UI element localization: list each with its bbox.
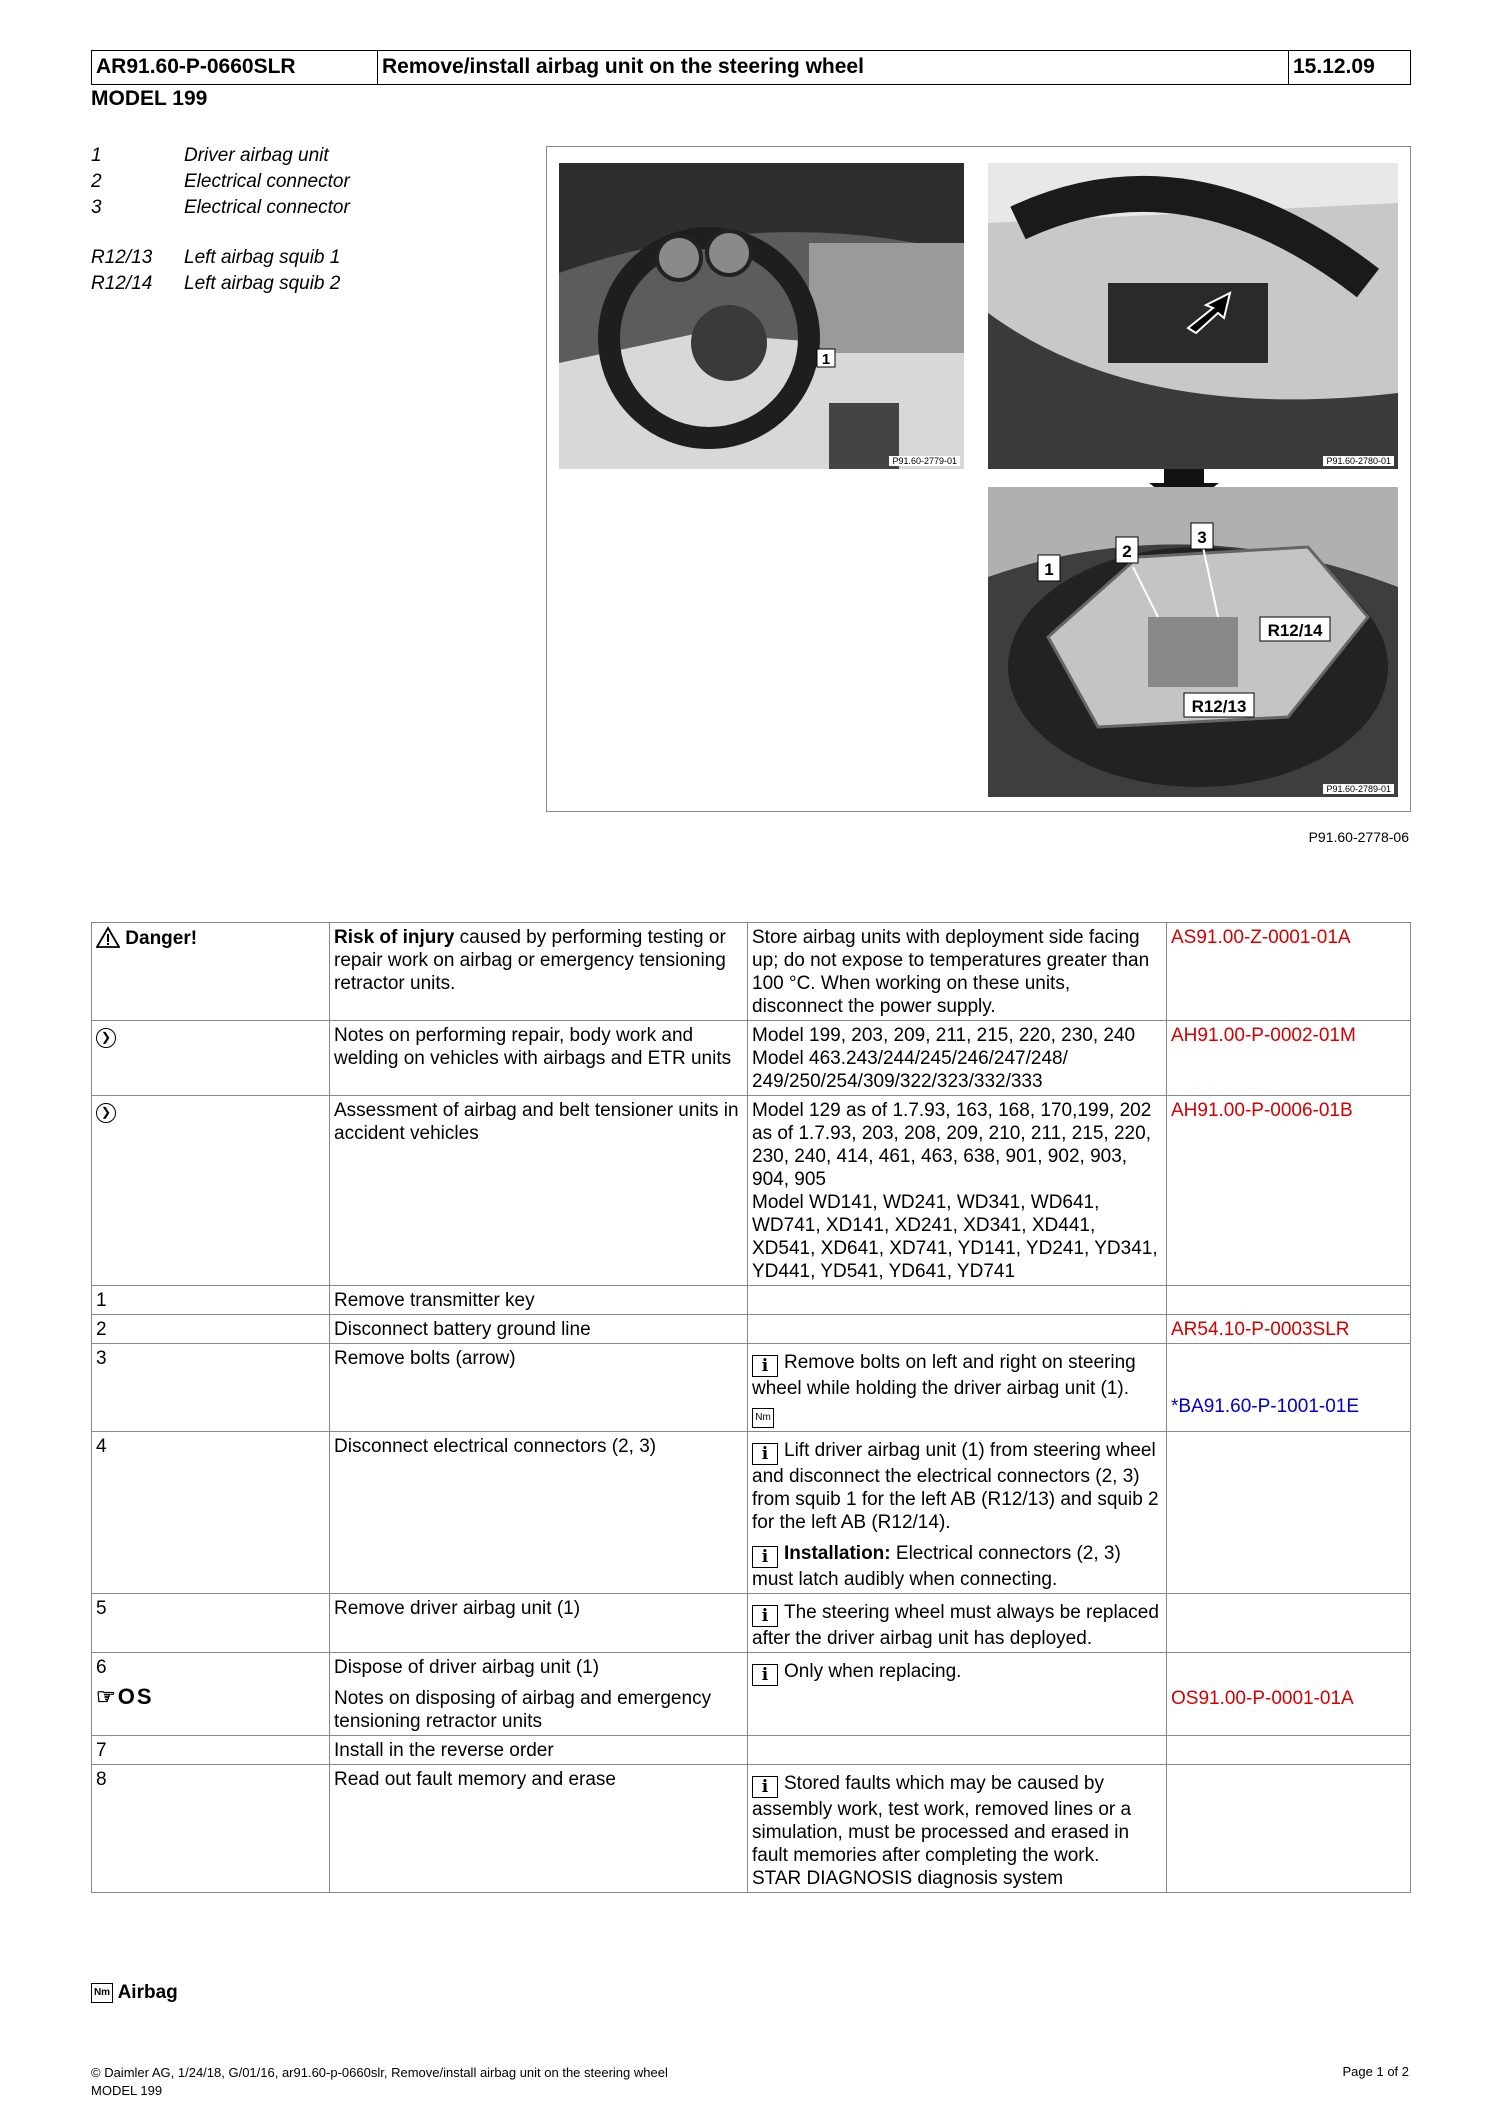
note-text: caused by performing testing or repair work on airbag or emergency tensioning retractor units.: [334, 927, 726, 994]
step-number: 8: [92, 1765, 330, 1893]
callout-label: 3: [1197, 528, 1207, 547]
pointing-hand-icon: ☞: [96, 1684, 118, 1709]
document-header: [91, 50, 1411, 85]
danger-label: Danger!: [125, 928, 198, 949]
reference-link[interactable]: OS91.00-P-0001-01A: [1171, 1688, 1354, 1709]
info-icon: i: [752, 1605, 778, 1627]
photo-code: P91.60-2780-01: [1323, 456, 1394, 466]
table-row: [92, 1736, 1411, 1765]
info-icon: i: [752, 1355, 778, 1377]
warning-icon: [96, 926, 120, 948]
legend-item: 1 Driver airbag unit: [91, 145, 329, 166]
torque-icon: Nm: [91, 1983, 113, 2003]
table-row: [92, 1765, 1411, 1893]
reference-link[interactable]: AS91.00-Z-0001-01A: [1167, 923, 1411, 1021]
steering-column-photo: [988, 163, 1398, 469]
os-label: OS: [117, 1684, 154, 1709]
reference-link[interactable]: AH91.00-P-0006-01B: [1167, 1096, 1411, 1286]
callout-label: R12/13: [1191, 697, 1247, 716]
step-action: Disconnect electrical connectors (2, 3): [330, 1432, 748, 1594]
note-text: Assessment of airbag and belt tensioner units in accident vehicles: [330, 1096, 748, 1286]
info-icon: i: [752, 1776, 778, 1798]
step-note: Electrical connectors (2, 3) must latch audibly when connecting.: [752, 1543, 1121, 1590]
step-number: 6: [96, 1657, 107, 1678]
legend-item: R12/13 Left airbag squib 1: [91, 247, 341, 268]
reference-link[interactable]: AH91.00-P-0002-01M: [1167, 1021, 1411, 1096]
step-number: 7: [92, 1736, 330, 1765]
torque-section-title: [91, 1982, 178, 2004]
table-row: [92, 1315, 1411, 1344]
dashboard-illustration: [559, 163, 964, 469]
airbag-unit-photo: [988, 487, 1398, 797]
callout-label: R12/14: [1267, 621, 1323, 640]
airbag-unit-illustration: [988, 487, 1398, 797]
table-row: [92, 1594, 1411, 1653]
table-row: [92, 1344, 1411, 1432]
step-action: Install in the reverse order: [330, 1736, 748, 1765]
note-detail: Model 129 as of 1.7.93, 163, 168, 170,199, 202 as of 1.7.93, 203, 208, 209, 210, 211, 215, 220, 230, 240, 414, 461, 463, 638, 901, 902, 903, 904, 905: [752, 1100, 1152, 1190]
figure-legend: [91, 143, 350, 297]
dashboard-photo: [559, 163, 964, 469]
copyright-text: © Daimler AG, 1/24/18, G/01/16, ar91.60-p-0660slr, Remove/install airbag unit on the steering wheel: [91, 2065, 668, 2080]
doc-id: AR91.60-P-0660SLR: [92, 51, 378, 84]
step-action: Notes on disposing of airbag and emergency tensioning retractor units: [334, 1688, 712, 1732]
step-number: 4: [92, 1432, 330, 1594]
note-detail: Store airbag units with deployment side facing up; do not expose to temperatures greater than 100 °C. When working on these units, disconnect the power supply.: [748, 923, 1167, 1021]
step-number: 1: [92, 1286, 330, 1315]
info-icon: i: [752, 1664, 778, 1686]
info-circle-icon: ❯: [96, 1028, 116, 1048]
note-detail: Model WD141, WD241, WD341, WD641, WD741, XD141, XD241, XD341, XD441, XD541, XD641, XD741, YD141, YD241, YD341, YD441, YD541, YD641, YD741: [752, 1192, 1158, 1282]
step-note: Only when replacing.: [784, 1661, 962, 1682]
step-action: Disconnect battery ground line: [330, 1315, 748, 1344]
step-action: Remove bolts (arrow): [330, 1344, 748, 1432]
table-row: [92, 1096, 1411, 1286]
step-note: Stored faults which may be caused by assembly work, test work, removed lines or a simulation, must be processed and erased in fault memories after completing the work.: [752, 1773, 1132, 1866]
page-number: Page 1 of 2: [1342, 2064, 1409, 2079]
torque-icon: Nm: [752, 1408, 774, 1428]
procedure-table: [91, 922, 1411, 1893]
info-icon: i: [752, 1443, 778, 1465]
step-action: Read out fault memory and erase: [330, 1765, 748, 1893]
reference-link[interactable]: AR54.10-P-0003SLR: [1167, 1315, 1411, 1344]
table-row: [92, 1286, 1411, 1315]
footer-model: MODEL 199: [91, 2083, 163, 2098]
step-note: STAR DIAGNOSIS diagnosis system: [752, 1868, 1064, 1889]
figure-caption: P91.60-2778-06: [1308, 829, 1409, 845]
note-text: Notes on performing repair, body work and welding on vehicles with airbags and ETR units: [330, 1021, 748, 1096]
table-row: [92, 1021, 1411, 1096]
step-action: Dispose of driver airbag unit (1): [334, 1657, 600, 1678]
info-icon: i: [752, 1546, 778, 1568]
callout-label: 1: [1044, 560, 1054, 579]
info-circle-icon: ❯: [96, 1103, 116, 1123]
step-action: Remove transmitter key: [330, 1286, 748, 1315]
legend-item: 3 Electrical connector: [91, 197, 350, 218]
photo-code: P91.60-2779-01: [889, 456, 960, 466]
step-number: 5: [92, 1594, 330, 1653]
page-footer: [91, 2064, 668, 2100]
step-note: Lift driver airbag unit (1) from steering wheel and disconnect the electrical connectors (2, 3) from squib 1 for the left AB (R12/13) and squib 2 for the left AB (R12/14).: [752, 1440, 1159, 1533]
reference-link[interactable]: *BA91.60-P-1001-01E: [1171, 1396, 1360, 1417]
step-note: Remove bolts on left and right on steering wheel while holding the driver airbag unit (1).: [752, 1352, 1136, 1399]
table-row: [92, 1432, 1411, 1594]
step-number: 3: [92, 1344, 330, 1432]
doc-date: 15.12.09: [1293, 55, 1375, 78]
risk-label: Risk of injury: [334, 927, 455, 948]
photo-code: P91.60-2789-01: [1323, 784, 1394, 794]
table-row: [92, 923, 1411, 1021]
section-title: Airbag: [117, 1982, 178, 2003]
legend-item: 2 Electrical connector: [91, 171, 350, 192]
callout-label: 2: [1122, 542, 1132, 561]
figure-frame: [546, 146, 1411, 812]
step-number: 2: [92, 1315, 330, 1344]
installation-label: Installation:: [784, 1543, 891, 1564]
model-label: MODEL 199: [91, 87, 208, 110]
step-note: The steering wheel must always be replaced after the driver airbag unit has deployed.: [752, 1602, 1159, 1649]
legend-item: R12/14 Left airbag squib 2: [91, 273, 341, 294]
steering-column-illustration: [988, 163, 1398, 469]
note-detail: Model 199, 203, 209, 211, 215, 220, 230, 240 Model 463.243/244/245/246/247/248/ 249/250/254/309/322/323/332/333: [748, 1021, 1167, 1096]
doc-title: Remove/install airbag unit on the steering wheel: [378, 51, 1289, 84]
table-row: [92, 1653, 1411, 1736]
step-action: Remove driver airbag unit (1): [330, 1594, 748, 1653]
callout-label: 1: [821, 351, 831, 368]
